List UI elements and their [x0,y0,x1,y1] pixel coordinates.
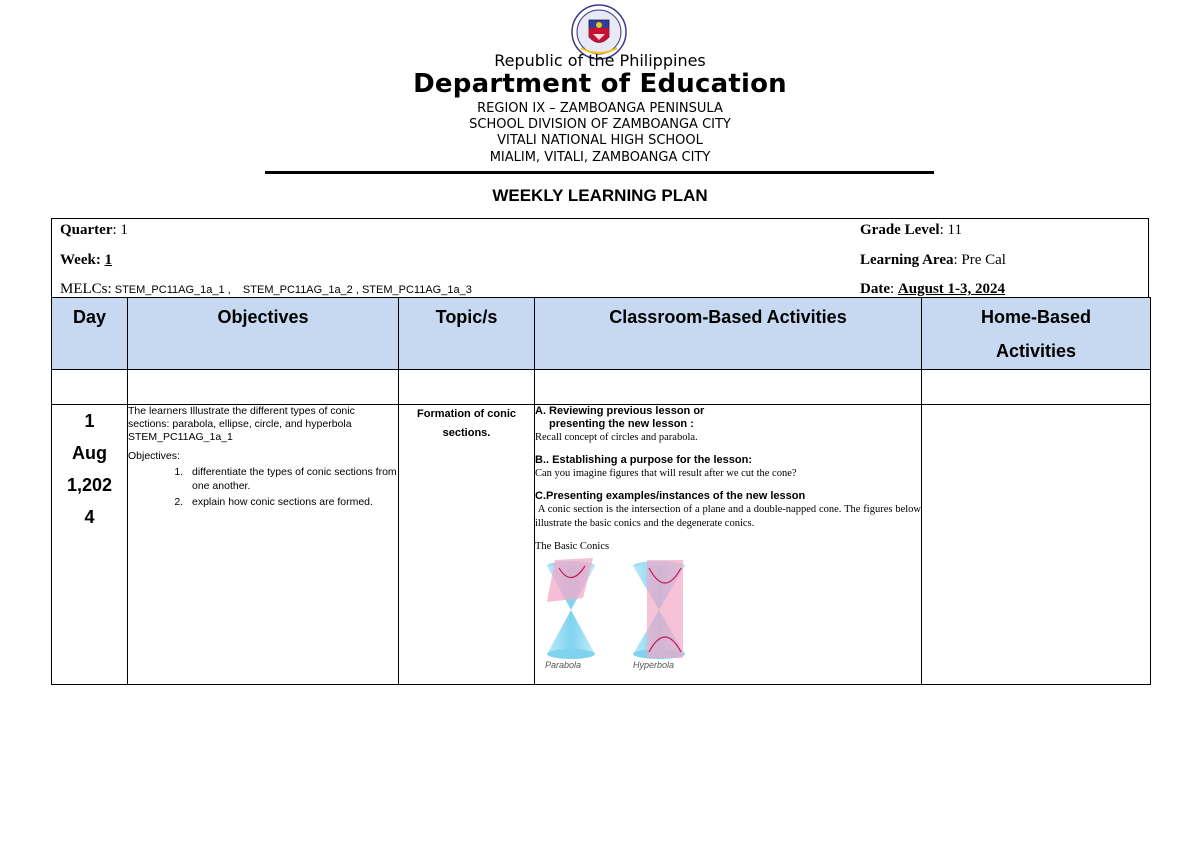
header-home-activities [922,298,1151,370]
header-home-line2: Activities [995,341,1077,361]
area-field [860,252,1006,269]
day-line: 4 [84,507,95,527]
header-objectives: Objectives [128,298,399,370]
melcs-label: MELCs: [60,281,112,297]
activity-c-text: A conic section is the intersection of a plane and a double-napped cone. The figures below illustrate the basic conics and the degenerate conics. [535,504,924,529]
empty-cell [922,370,1151,405]
division-line: SCHOOL DIVISION OF ZAMBOANGA CITY [469,117,731,132]
plan-title: WEEKLY LEARNING PLAN [492,186,708,205]
republic-line: Republic of the Philippines [494,51,706,70]
activity-b-text: Can you imagine figures that will result after we cut the cone? [535,468,797,479]
grade-value: : 11 [939,222,962,238]
learning-plan-table [51,297,1151,685]
address-line: MIALIM, VITALI, ZAMBOANGA CITY [489,150,711,165]
topic-text: Formation of conic sections. [417,408,516,439]
objective-intro: The learners Illustrate the different types of conic sections: parabola, ellipse, circle, and hyperbola STEM_PC11AG_1a_1 [128,405,355,443]
hyperbola-caption: Hyperbola [633,660,675,670]
week-label: Week: [60,252,101,268]
header-day: Day [52,298,128,370]
quarter-label: Quarter [60,222,113,238]
area-label: Learning Area [860,252,954,268]
objectives-cell [128,405,399,685]
day-line: 1,202 [66,475,113,495]
area-value: : Pre Cal [953,252,1006,268]
day-cell [52,405,128,685]
classroom-activities-cell [535,405,922,685]
region-line: REGION IX – ZAMBOANGA PENINSULA [477,101,723,116]
day-line: Aug [72,443,107,463]
empty-cell [52,370,128,405]
date-field [860,281,1005,298]
objective-item: 2. explain how conic sections are formed. [186,495,398,509]
week-value: 1 [104,252,113,268]
topic-cell [399,405,535,685]
grade-field [860,222,962,239]
parabola-cone-figure [541,558,605,662]
date-value: August 1-3, 2024 [897,281,1006,297]
activity-a-text: Recall concept of circles and parabola. [535,432,698,443]
home-activities-cell [922,405,1151,685]
week-field [60,252,112,269]
header-home-line1: Home-Based [980,307,1092,327]
activity-c-title: C.Presenting examples/instances of the new lesson [535,490,806,502]
date-sep: : [890,281,895,297]
school-line: VITALI NATIONAL HIGH SCHOOL [497,133,703,148]
activity-a-title-cont: presenting the new lesson : [549,418,694,430]
activity-b-title: B.. Establishing a purpose for the lesson: [535,454,752,466]
quarter-field [60,222,128,239]
grade-label: Grade Level [860,222,940,238]
header-rule [265,171,934,174]
activity-a-title: A. Reviewing previous lesson or [535,405,705,417]
plan-info-box [51,218,1149,298]
department-title: Department of Education [413,69,787,99]
melcs-field [60,281,472,298]
objective-item: 1. differentiate the types of conic sections from one another. [186,465,398,493]
table-row [52,405,1151,685]
empty-cell [399,370,535,405]
quarter-value: : 1 [112,222,128,238]
header-topics: Topic/s [399,298,535,370]
empty-cell [535,370,922,405]
objectives-list [128,465,398,509]
objectives-label: Objectives: [128,450,180,462]
basic-conics-figure [535,556,921,676]
day-line: 1 [84,411,95,431]
hyperbola-cone-figure [627,558,691,662]
header-classroom-activities: Classroom-Based Activities [535,298,922,370]
empty-cell [128,370,399,405]
basic-conics-label: The Basic Conics [535,541,610,552]
melcs-value: STEM_PC11AG_1a_1 , STEM_PC11AG_1a_2 , STEM_PC11AG_1a_3 [111,284,472,296]
table-row-empty [52,370,1151,405]
date-label: Date [860,281,890,297]
parabola-caption: Parabola [545,660,582,670]
table-header-row [52,298,1151,370]
